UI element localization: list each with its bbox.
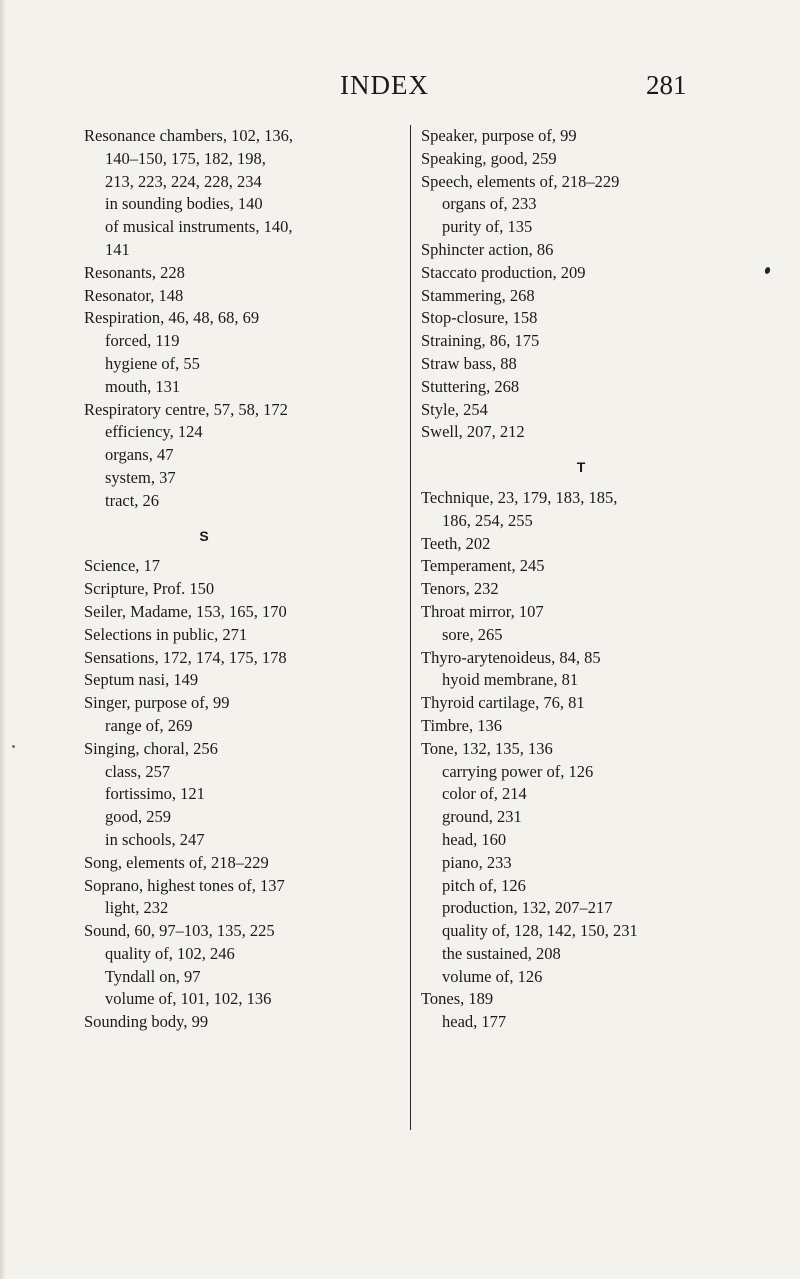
index-entry: Speaking, good, 259 xyxy=(421,148,557,168)
page-header xyxy=(0,70,800,110)
index-entry: Resonance chambers, 102, 136, xyxy=(84,126,293,145)
index-entry: Soprano, highest tones of, 137 xyxy=(84,875,285,895)
entry-list-s-continued xyxy=(421,125,761,444)
index-subentry: fortissimo, 121 xyxy=(105,784,205,804)
index-entry: Song, elements of, 218–229 xyxy=(84,852,269,872)
index-entry: Teeth, 202 xyxy=(421,533,491,553)
index-subentry: piano, 233 xyxy=(442,852,512,872)
index-entry: Seiler, Madame, 153, 165, 170 xyxy=(84,601,287,621)
index-subentry: hygiene of, 55 xyxy=(105,353,200,373)
index-entry: Selections in public, 271 xyxy=(84,624,248,644)
index-entry: Resonants, 228 xyxy=(84,262,185,282)
index-subentry: carrying power of, 126 xyxy=(442,761,594,781)
index-subentry: quality of, 128, 142, 150, 231 xyxy=(442,921,638,941)
margin-mark xyxy=(764,266,771,274)
index-entry: Scripture, Prof. 150 xyxy=(84,579,215,599)
index-entry: Technique, 23, 179, 183, 185, xyxy=(421,487,618,507)
index-subentry: class, 257 xyxy=(105,761,171,781)
index-entry: Sphincter action, 86 xyxy=(421,239,554,259)
index-entry: Stuttering, 268 xyxy=(421,376,520,396)
index-subentry: in schools, 247 xyxy=(105,829,205,849)
index-entry: Respiratory centre, 57, 58, 172 xyxy=(84,399,288,419)
index-entry: Thyroid cartilage, 76, 81 xyxy=(421,693,585,713)
page-title: INDEX xyxy=(340,70,429,100)
index-subentry: production, 132, 207–217 xyxy=(442,898,613,918)
index-subentry: head, 177 xyxy=(442,1012,507,1032)
index-entry: Thyro-arytenoideus, 84, 85 xyxy=(421,647,601,667)
section-letter-s: S xyxy=(199,527,209,544)
index-entry: Temperament, 245 xyxy=(421,556,545,576)
paper-speck xyxy=(12,745,15,748)
index-subentry: good, 259 xyxy=(105,807,171,827)
index-column-right xyxy=(410,125,761,1130)
page-edge-shadow xyxy=(0,0,6,1279)
index-entry: Sensations, 172, 174, 175, 178 xyxy=(84,647,287,667)
index-entry: Timbre, 136 xyxy=(421,715,502,735)
index-subentry: mouth, 131 xyxy=(105,376,181,396)
index-entry: Stammering, 268 xyxy=(421,285,535,305)
index-subentry: quality of, 102, 246 xyxy=(105,943,235,963)
index-entry: Speech, elements of, 218–229 xyxy=(421,171,620,191)
index-entry: Straining, 86, 175 xyxy=(421,331,540,351)
index-subentry: of musical instruments, 140, xyxy=(105,217,293,237)
index-subentry: efficiency, 124 xyxy=(105,422,203,442)
index-entry: Style, 254 xyxy=(421,399,488,419)
index-subentry: range of, 269 xyxy=(105,715,193,735)
entry-list-t xyxy=(421,487,761,1034)
index-subentry: hyoid membrane, 81 xyxy=(442,670,579,690)
entry-list-s xyxy=(84,555,384,1034)
index-subentry: ground, 231 xyxy=(442,807,522,827)
index-subentry: in sounding bodies, 140 xyxy=(105,194,263,214)
index-column-left xyxy=(84,125,384,1034)
index-subentry: 213, 223, 224, 228, 234 xyxy=(105,171,262,191)
index-entry: Swell, 207, 212 xyxy=(421,422,525,442)
index-subentry: pitch of, 126 xyxy=(442,875,526,895)
index-subentry: volume of, 126 xyxy=(442,966,543,986)
index-subentry: system, 37 xyxy=(105,467,176,487)
index-subentry: forced, 119 xyxy=(105,331,180,351)
index-entry: Resonator, 148 xyxy=(84,285,184,305)
index-subentry: organs of, 233 xyxy=(442,194,537,214)
index-entry: Stop-closure, 158 xyxy=(421,308,538,328)
index-subentry: tract, 26 xyxy=(105,490,160,510)
index-entry: Sounding body, 99 xyxy=(84,1012,209,1032)
section-letter-t: T xyxy=(576,459,586,476)
index-entry: Science, 17 xyxy=(84,556,161,576)
index-subentry: sore, 265 xyxy=(442,624,503,644)
page-number: 281 xyxy=(646,70,687,100)
index-subentry: Tyndall on, 97 xyxy=(105,966,201,986)
index-entry: Straw bass, 88 xyxy=(421,353,517,373)
index-subentry: purity of, 135 xyxy=(442,217,533,237)
index-subentry: light, 232 xyxy=(105,898,169,918)
index-entry: Tenors, 232 xyxy=(421,579,499,599)
index-entry: Throat mirror, 107 xyxy=(421,601,544,621)
index-entry: Singer, purpose of, 99 xyxy=(84,693,230,713)
index-subentry: organs, 47 xyxy=(105,445,174,465)
index-subentry: volume of, 101, 102, 136 xyxy=(105,989,272,1009)
index-entry: Tone, 132, 135, 136 xyxy=(421,738,553,758)
index-subentry: 186, 254, 255 xyxy=(442,510,533,530)
index-entry: Sound, 60, 97–103, 135, 225 xyxy=(84,921,275,941)
index-subentry: head, 160 xyxy=(442,829,507,849)
entry-list-r xyxy=(84,125,384,513)
index-subentry: the sustained, 208 xyxy=(442,943,561,963)
index-entry: Respiration, 46, 48, 68, 69 xyxy=(84,308,260,328)
index-entry: Speaker, purpose of, 99 xyxy=(421,126,577,145)
index-entry: Staccato production, 209 xyxy=(421,262,586,282)
index-subentry: 140–150, 175, 182, 198, xyxy=(105,148,266,168)
index-entry: Singing, choral, 256 xyxy=(84,738,218,758)
index-subentry: 141 xyxy=(105,239,130,259)
index-entry: Septum nasi, 149 xyxy=(84,670,199,690)
index-subentry: color of, 214 xyxy=(442,784,527,804)
index-entry: Tones, 189 xyxy=(421,989,494,1009)
